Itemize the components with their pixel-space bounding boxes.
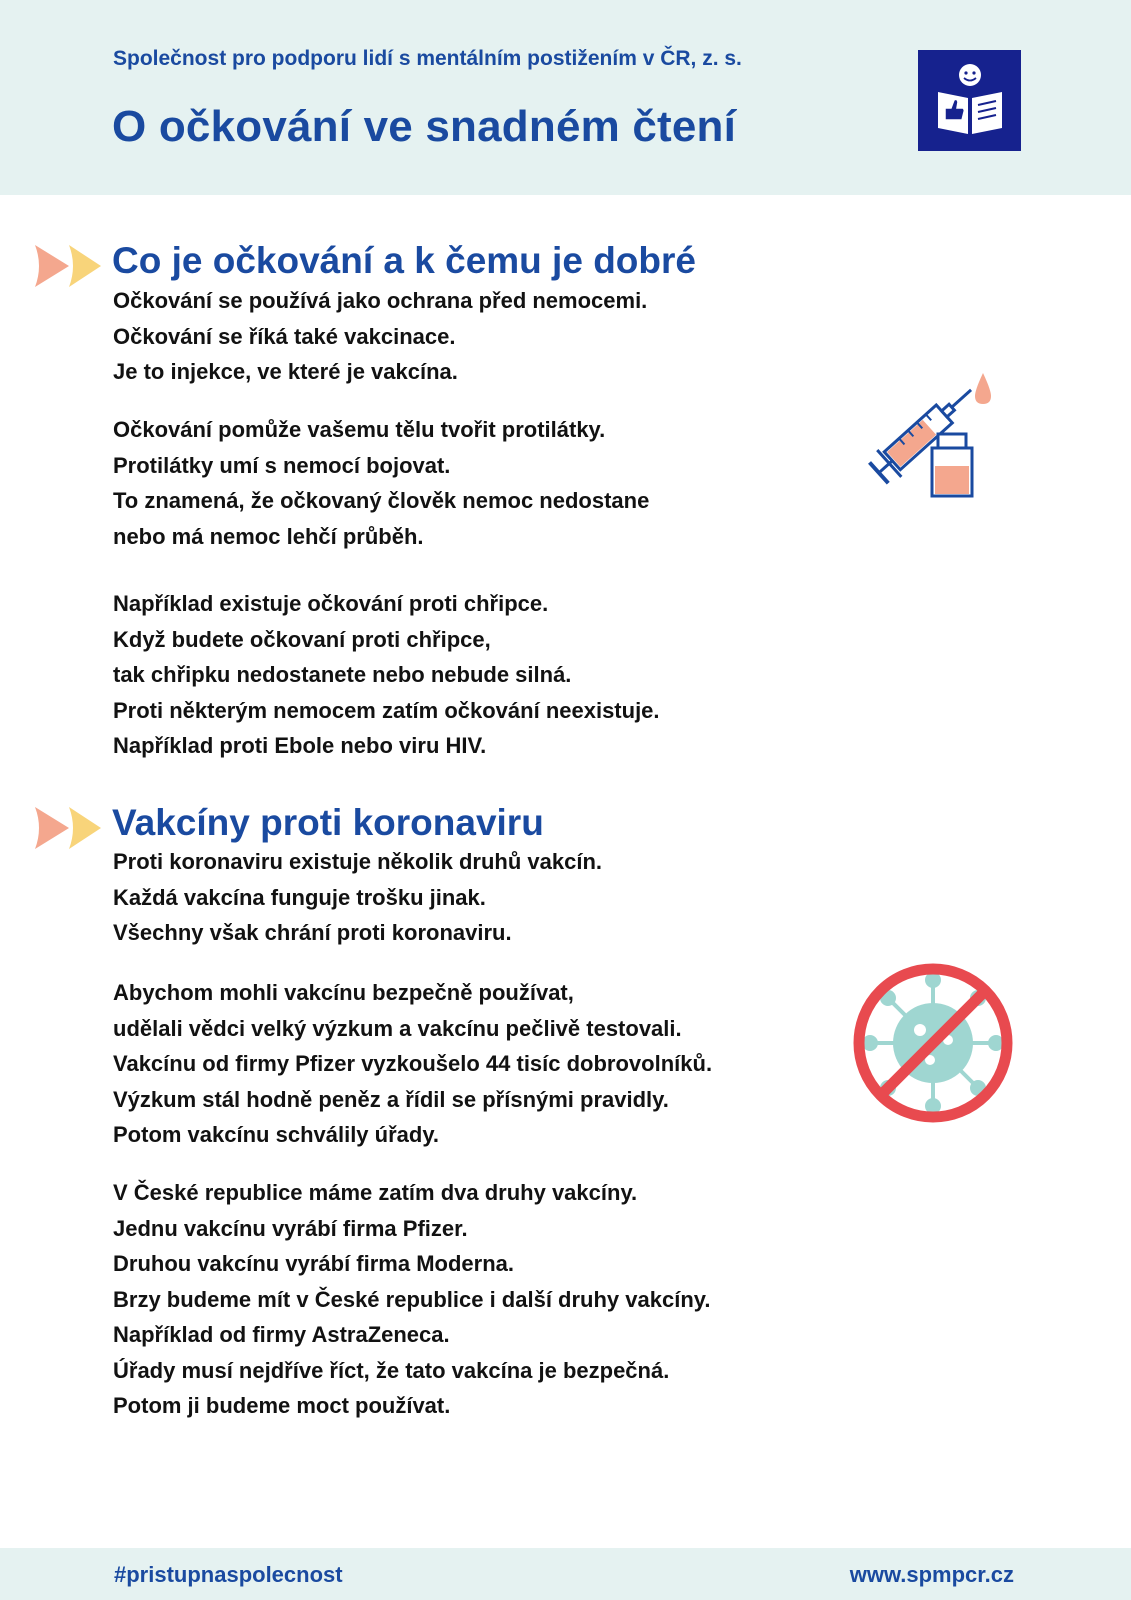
text-line: Proti některým nemocem zatím očkování neexistuje.	[113, 697, 660, 723]
text-line: Je to injekce, ve které je vakcína.	[113, 359, 458, 384]
footer-website-link[interactable]: www.spmpcr.cz	[849, 1562, 1014, 1587]
text-line: nebo má nemoc lehčí průběh.	[113, 523, 424, 549]
text-line: tak chřipku nedostanete nebo nebude silná.	[113, 662, 572, 687]
syringe-vial-icon	[860, 368, 995, 513]
text-line: Výzkum stál hodně peněz a řídil se přísnými pravidly.	[113, 1086, 669, 1112]
text-line: Vakcínu od firmy Pfizer vyzkoušelo 44 tisíc dobrovolníků.	[113, 1051, 713, 1076]
paragraph	[113, 844, 602, 951]
text-line: Očkování pomůže vašemu tělu tvořit protilátky.	[113, 417, 606, 442]
section-heading-coronavirus-vaccines: Vakcíny proti koronaviru	[112, 802, 544, 843]
header-band	[0, 0, 1131, 195]
text-line: Úřady musí nejdříve říct, že tato vakcína je bezpečná.	[113, 1357, 670, 1383]
footer-hashtag: #pristupnaspolecnost	[114, 1562, 343, 1587]
paragraph	[113, 412, 649, 554]
footer-band	[0, 1548, 1131, 1600]
paragraph	[113, 283, 647, 390]
text-line: Abychom mohli vakcínu bezpečně používat,	[113, 980, 574, 1005]
organization-name: Společnost pro podporu lidí s mentálním postižením v ČR, z. s.	[113, 47, 742, 70]
text-line: udělali vědci velký výzkum a vakcínu pečlivě testovali.	[113, 1015, 682, 1041]
paragraph	[113, 586, 660, 764]
text-line: Když budete očkovaní proti chřipce,	[113, 626, 491, 652]
paragraph	[113, 1175, 710, 1424]
text-line: V České republice máme zatím dva druhy vakcíny.	[113, 1180, 638, 1205]
text-line: Potom vakcínu schválily úřady.	[113, 1122, 440, 1147]
text-line: Všechny však chrání proti koronaviru.	[113, 920, 512, 945]
text-line: Potom ji budeme moct používat.	[113, 1393, 451, 1418]
easy-read-logo-icon	[918, 50, 1021, 151]
section-heading-vaccination: Co je očkování a k čemu je dobré	[112, 240, 696, 281]
section-bullet-icon	[35, 243, 103, 289]
section-bullet-icon	[35, 805, 103, 851]
no-virus-icon	[850, 960, 1016, 1126]
text-line: Například proti Ebole nebo viru HIV.	[113, 733, 487, 758]
page-title: O očkování ve snadném čtení	[112, 102, 737, 151]
paragraph	[113, 975, 712, 1153]
text-line: Očkování se říká také vakcinace.	[113, 323, 456, 349]
text-line: Každá vakcína funguje trošku jinak.	[113, 884, 486, 910]
text-line: Brzy budeme mít v České republice i další druhy vakcíny.	[113, 1286, 711, 1312]
text-line: Očkování se používá jako ochrana před nemocemi.	[113, 288, 648, 313]
text-line: Protilátky umí s nemocí bojovat.	[113, 452, 451, 478]
text-line: Například od firmy AstraZeneca.	[113, 1322, 450, 1347]
text-line: Jednu vakcínu vyrábí firma Pfizer.	[113, 1215, 468, 1241]
text-line: Například existuje očkování proti chřipce.	[113, 591, 549, 616]
text-line: Druhou vakcínu vyrábí firma Moderna.	[113, 1251, 514, 1276]
text-line: To znamená, že očkovaný člověk nemoc nedostane	[113, 488, 650, 513]
text-line: Proti koronaviru existuje několik druhů vakcín.	[113, 849, 603, 874]
